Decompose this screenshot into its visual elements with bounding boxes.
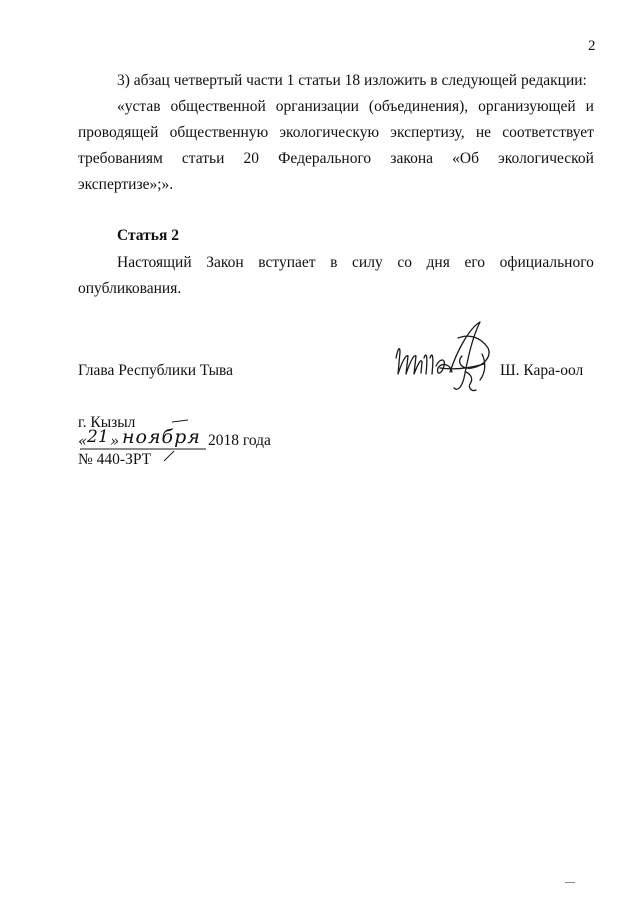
word: и: [585, 98, 594, 115]
word: официального: [499, 254, 594, 271]
word: экологическую: [279, 124, 380, 141]
article-2-line-1: [117, 254, 594, 272]
word: общественной: [170, 98, 266, 115]
word: (объединения),: [368, 98, 469, 115]
law-number: № 440-ЗРТ: [78, 451, 152, 468]
word: экологической: [498, 150, 594, 167]
date-close-quote: »: [110, 432, 120, 450]
word: со: [397, 254, 412, 271]
word: требованиям: [78, 150, 163, 167]
quote-line-1: [117, 98, 594, 116]
page-number: 2: [588, 38, 596, 54]
amendment-item-3: 3) абзац четвертый части 1 статьи 18 изложить в следующей редакции:: [117, 72, 587, 89]
signatory-name: Ш. Кара-оол: [500, 362, 584, 379]
quote-line-2: [78, 124, 594, 142]
word: общественную: [169, 124, 269, 141]
word: соответствует: [502, 124, 594, 141]
word: в: [330, 254, 338, 271]
quote-line-4: экспертизе»;».: [78, 176, 174, 193]
date-open-quote: «: [78, 432, 88, 450]
word: организующей: [478, 98, 576, 115]
word: вступает: [258, 254, 316, 271]
date-day-handwritten: 21: [87, 427, 109, 447]
word: экспертизу,: [390, 124, 465, 141]
word: Настоящий: [117, 254, 192, 271]
quote-line-3: [78, 150, 594, 168]
place-city: г. Кызыл: [78, 414, 136, 431]
word: проводящей: [78, 124, 159, 141]
word: «устав: [117, 98, 161, 115]
handwritten-signature: [388, 318, 496, 402]
word: организации: [275, 98, 359, 115]
word: Закон: [206, 254, 244, 271]
word: дня: [426, 254, 450, 271]
scan-mark: [565, 882, 575, 883]
word: статьи: [181, 150, 225, 167]
article-2-heading: Статья 2: [117, 227, 179, 244]
word: силу: [352, 254, 383, 271]
word: закона: [390, 150, 433, 167]
date-month-handwritten: ноября: [122, 426, 201, 448]
word: «Об: [452, 150, 479, 167]
article-2-line-2: опубликования.: [78, 280, 182, 297]
signatory-title: Глава Республики Тыва: [78, 362, 234, 379]
word: 20: [243, 150, 260, 167]
word: его: [464, 254, 486, 271]
word: не: [475, 124, 492, 141]
date-year: 2018 года: [208, 432, 271, 449]
word: Федерального: [278, 150, 372, 167]
